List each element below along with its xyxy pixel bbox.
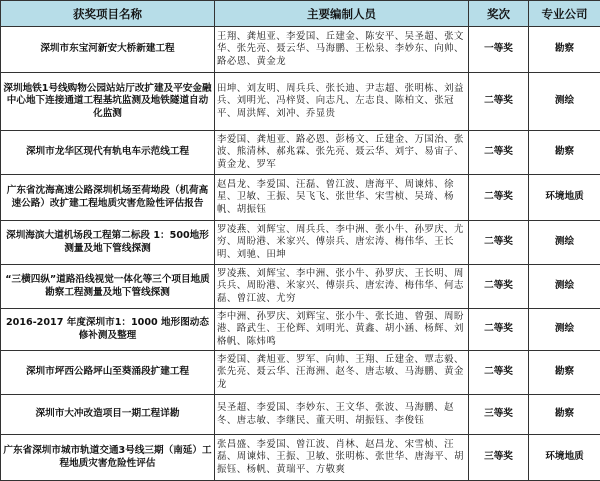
project-cell: 深圳地铁1号线购物公园站站厅改扩建及平安金融中心地下连接通道工程基坑监测及地铁隧道自动化监测 [1,73,215,131]
company-cell: 环境地质 [529,175,600,221]
company-cell: 测绘 [529,309,600,351]
header-award: 奖次 [469,1,529,27]
header-project: 获奖项目名称 [1,1,215,27]
staff-cell: 罗凌燕、刘辉宝、李中洲、张小牛、孙罗庆、王长明、周兵兵、周盼港、米家兴、傅崇兵、唐宏涛、梅伟华、何志磊、曾江波、尤穷 [215,265,469,309]
company-cell: 测绘 [529,221,600,265]
project-cell: 深圳海滨大道机场段工程第二标段 1：500地形测量及地下管线探测 [1,221,215,265]
staff-cell: 李爱国、龚旭亚、路必恩、彭杨文、丘建金、万国治、张波、熊清林、郝兆霖、张先亮、聂云华、刘宇、易宙子、黄金龙、罗军 [215,131,469,175]
project-cell: 广东省沈海高速公路深圳机场至荷坳段（机荷高速公路）改扩建工程地质灾害危险性评估报告 [1,175,215,221]
company-cell: 勘察 [529,395,600,435]
award-cell: 三等奖 [469,435,529,481]
table-row [1,175,600,221]
table-row [1,131,600,175]
project-cell: 2016-2017 年度深圳市1：1000 地形图动态修补测及整理 [1,309,215,351]
header-company: 专业公司 [529,1,600,27]
project-cell: 广东省深圳市城市轨道交通3号线三期（南延）工程地质灾害危险性评估 [1,435,215,481]
project-cell: “三横四纵”道路沿线视觉一体化等三个项目地质勘察工程测量及地下管线探测 [1,265,215,309]
award-cell: 二等奖 [469,265,529,309]
company-cell: 勘察 [529,27,600,73]
header-staff: 主要编制人员 [215,1,469,27]
staff-cell: 李中洲、孙罗庆、刘辉宝、张小牛、张长迪、曾强、周盼港、路武生、王伦辉、刘明光、黄鑫、胡小涵、杨辉、刘格帆、陈炜鸣 [215,309,469,351]
staff-cell: 田坤、刘友明、周兵兵、张长迪、尹志超、张明栋、刘益兵、刘明光、冯梓贤、向志凡、左志良、陈柏文、张冠平、周洪辉、刘冲、乔显贵 [215,73,469,131]
project-cell: 深圳市大冲改造项目一期工程详勘 [1,395,215,435]
table-row [1,27,600,73]
header-row [1,1,600,27]
award-cell: 二等奖 [469,221,529,265]
project-cell: 深圳市东宝河新安大桥新建工程 [1,27,215,73]
table-row [1,351,600,395]
award-cell: 二等奖 [469,175,529,221]
staff-cell: 张昌盛、李爱国、曾江波、肖林、赵昌龙、宋雪桢、汪磊、周谏炜、王振、卫敏、张明栋、张世华、唐海平、胡振钰、杨帆、黄瑞平、方敬爽 [215,435,469,481]
company-cell: 环境地质 [529,435,600,481]
staff-cell: 罗凌燕、刘辉宝、周兵兵、李中洲、张小牛、孙罗庆、尤穷、周盼港、米家兴、傅崇兵、唐宏涛、梅伟华、王长明、刘驰、田坤 [215,221,469,265]
table-row [1,221,600,265]
award-cell: 二等奖 [469,131,529,175]
staff-cell: 李爱国、龚旭亚、罗军、向帅、王翔、丘建金、覃志毅、张先亮、聂云华、汪海洲、赵冬、唐志敏、马海鹏、黄金龙 [215,351,469,395]
staff-cell: 赵昌龙、李爱国、汪磊、曾江波、唐海平、周谏炜、徐星、卫敏、王振、吴飞飞、张世华、宋雪桢、吴琦、杨帆、胡振钰 [215,175,469,221]
award-cell: 一等奖 [469,27,529,73]
table-row [1,435,600,481]
company-cell: 勘察 [529,131,600,175]
staff-cell: 王翔、龚旭亚、李爱国、丘建金、陈安平、吴圣超、张文华、张先亮、聂云华、马海鹏、王松泉、李妙东、向帅、路必恩、黄金龙 [215,27,469,73]
table-row [1,309,600,351]
award-cell: 二等奖 [469,309,529,351]
project-cell: 深圳市龙华区现代有轨电车示范线工程 [1,131,215,175]
company-cell: 测绘 [529,73,600,131]
table-row [1,73,600,131]
award-cell: 二等奖 [469,351,529,395]
award-cell: 二等奖 [469,73,529,131]
award-cell: 三等奖 [469,395,529,435]
staff-cell: 吴圣超、李爱国、李妙东、王文华、张波、马海鹏、赵冬、唐志敏、李继民、董天明、胡振钰、李俊钰 [215,395,469,435]
table-row [1,265,600,309]
company-cell: 测绘 [529,265,600,309]
company-cell: 勘察 [529,351,600,395]
table-row [1,395,600,435]
project-cell: 深圳市坪西公路坪山至葵涌段扩建工程 [1,351,215,395]
